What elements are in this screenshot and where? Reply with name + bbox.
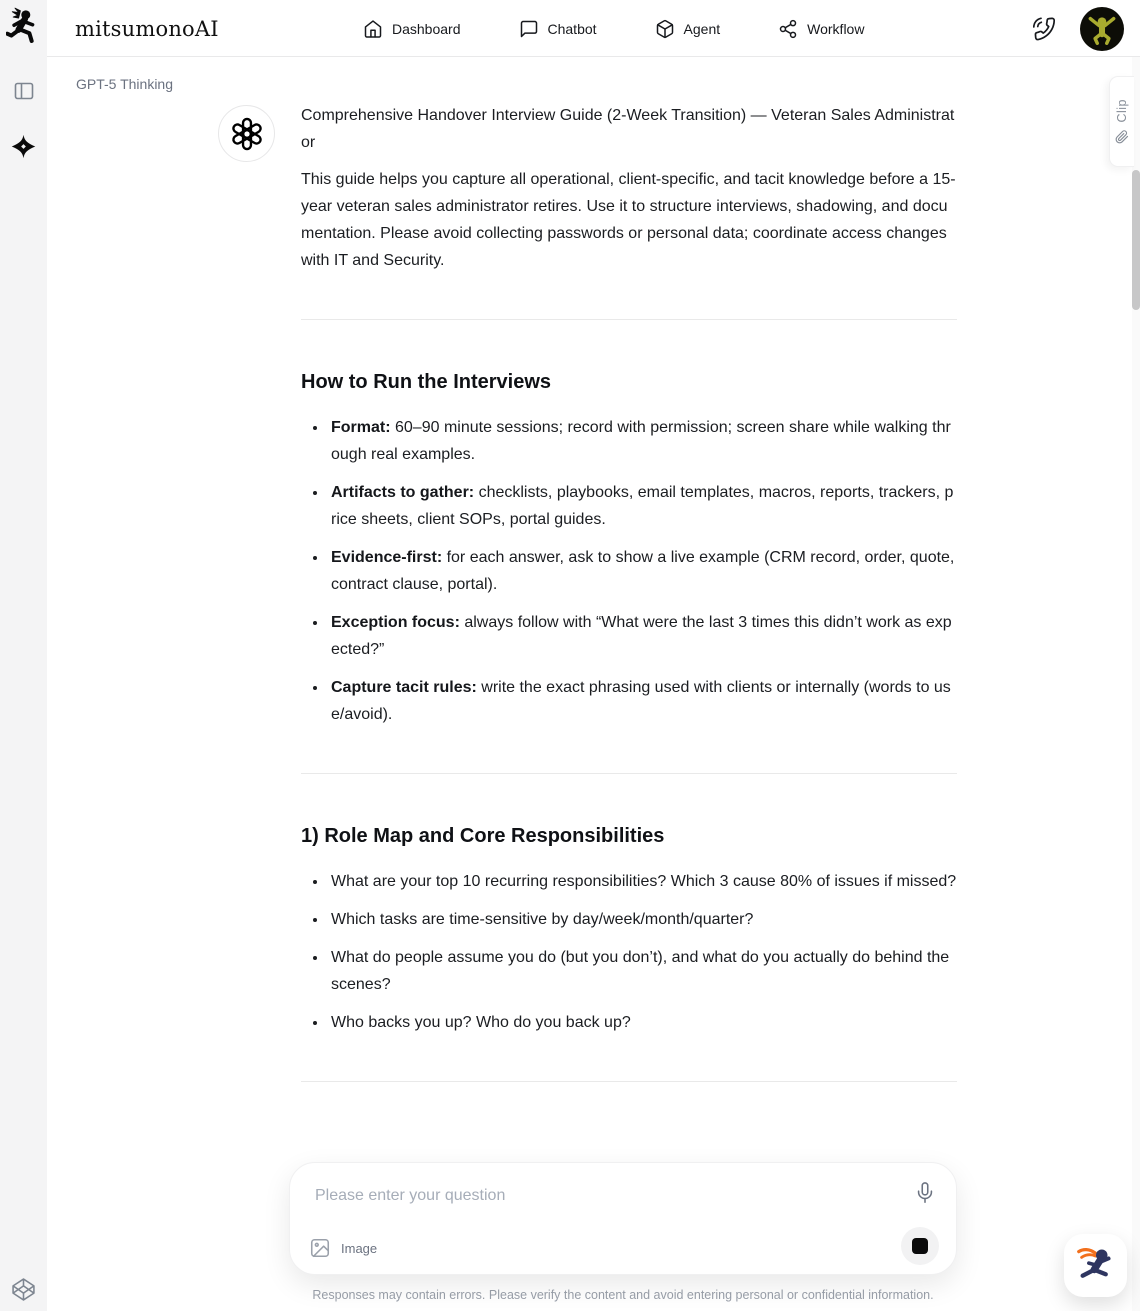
stop-icon	[912, 1238, 928, 1254]
header-right	[1033, 0, 1124, 57]
ninja-mascot-icon	[1073, 1243, 1119, 1289]
image-upload-button[interactable]	[309, 1237, 377, 1259]
bullet-text: What are your top 10 recurring responsibilities? Which 3 cause 80% of issues if missed?	[331, 873, 957, 890]
image-upload-label: Image	[341, 1240, 378, 1256]
assistant-mascot-button[interactable]	[1064, 1234, 1127, 1297]
nav-label-agent: Agent	[683, 20, 721, 37]
home-icon	[363, 19, 383, 39]
nav-item-workflow[interactable]	[778, 19, 864, 39]
section-heading-1: How to Run the Interviews	[301, 371, 552, 393]
message-intro: This guide helps you capture all operational, client-specific, and tacit knowledge before a 15-year veteran sales administrator retires. Use it to structure interviews, shadowing, and documentation. Please avoid collecting passwords or personal data; coordinate access changes with IT and Security.	[301, 171, 956, 269]
image-icon	[309, 1237, 331, 1259]
bullet-text: always follow with “What were the last 3 times this didn’t work as expected?”	[331, 614, 952, 658]
section-divider	[301, 319, 957, 320]
model-label: GPT-5 Thinking	[76, 76, 174, 92]
nav-label-dashboard: Dashboard	[392, 20, 461, 37]
openai-logo-icon	[228, 115, 266, 153]
bullet-term: Artifacts to gather:	[331, 484, 475, 501]
bullet-term: Exception focus:	[331, 614, 460, 631]
section-heading-2: 1) Role Map and Core Responsibilities	[301, 825, 665, 847]
share-network-icon	[778, 19, 798, 39]
main-nav	[363, 0, 864, 57]
panel-toggle-icon[interactable]	[12, 79, 36, 103]
microphone-icon[interactable]	[914, 1180, 936, 1206]
bullet-text: Which tasks are time-sensitive by day/week/month/quarter?	[331, 911, 754, 928]
ninja-avatar-icon	[1083, 10, 1121, 48]
scrollbar-track	[1132, 57, 1140, 1311]
clip-tab-label: Clip	[1115, 99, 1129, 123]
bullet-term: Evidence-first:	[331, 549, 443, 566]
cube-icon	[655, 19, 675, 39]
message-title: Comprehensive Handover Interview Guide (2-Week Transition) — Veteran Sales Administrator	[301, 107, 955, 151]
chat-bubble-icon	[519, 19, 539, 39]
nav-label-workflow: Workflow	[807, 20, 865, 37]
runner-logo-icon[interactable]	[6, 7, 42, 47]
bullet-text: for each answer, ask to show a live example (CRM record, order, quote, contract clause, portal).	[331, 549, 955, 593]
disclaimer-text: Responses may contain errors. Please verify the content and avoid entering personal or confidential information.	[312, 1288, 934, 1302]
stop-generation-button[interactable]	[901, 1227, 939, 1265]
bullet-term: Format:	[331, 419, 391, 436]
list-item	[328, 868, 957, 895]
bullet-text: Who backs you up? Who do you back up?	[331, 1014, 631, 1031]
nav-item-chatbot[interactable]	[519, 19, 597, 39]
list-item	[328, 479, 957, 533]
bullet-term: Capture tacit rules:	[331, 679, 477, 696]
sparkle-icon[interactable]	[11, 134, 35, 158]
bullet-text: What do people assume you do (but you don’t), and what do you actually do behind the scenes?	[331, 949, 950, 993]
list-item	[328, 414, 957, 468]
assistant-message	[301, 102, 957, 1082]
bullet-list-2	[301, 868, 957, 1036]
chat-composer	[289, 1162, 957, 1275]
bullet-text: 60–90 minute sessions; record with permission; screen share while walking through real examples.	[331, 419, 951, 463]
phone-call-icon[interactable]	[1033, 17, 1057, 41]
section-divider	[301, 773, 957, 774]
codepen-cube-icon[interactable]	[11, 1277, 35, 1301]
chat-main	[47, 57, 1140, 1311]
list-item	[328, 906, 957, 933]
left-sidebar	[0, 0, 47, 1311]
nav-item-dashboard[interactable]	[363, 19, 461, 39]
list-item	[328, 1009, 957, 1036]
clip-tab[interactable]	[1109, 76, 1134, 167]
list-item	[328, 609, 957, 663]
list-item	[328, 674, 957, 728]
nav-item-agent[interactable]	[655, 19, 721, 39]
list-item	[328, 944, 957, 998]
bullet-list-1	[301, 414, 957, 728]
user-avatar[interactable]	[1080, 7, 1124, 51]
scrollbar-thumb[interactable]	[1132, 170, 1140, 310]
bullet-text: checklists, playbooks, email templates, macros, reports, trackers, price sheets, client SOPs, portal guides.	[331, 484, 954, 528]
top-header	[47, 0, 1140, 57]
list-item	[328, 544, 957, 598]
nav-label-chatbot: Chatbot	[547, 20, 597, 37]
assistant-avatar	[218, 105, 275, 162]
brand-title[interactable]: mitsumonoAI	[75, 16, 219, 41]
section-divider	[301, 1081, 957, 1082]
bullet-text: write the exact phrasing used with clients or internally (words to use/avoid).	[331, 679, 951, 723]
question-input[interactable]	[315, 1183, 875, 1209]
paperclip-icon	[1115, 130, 1129, 144]
